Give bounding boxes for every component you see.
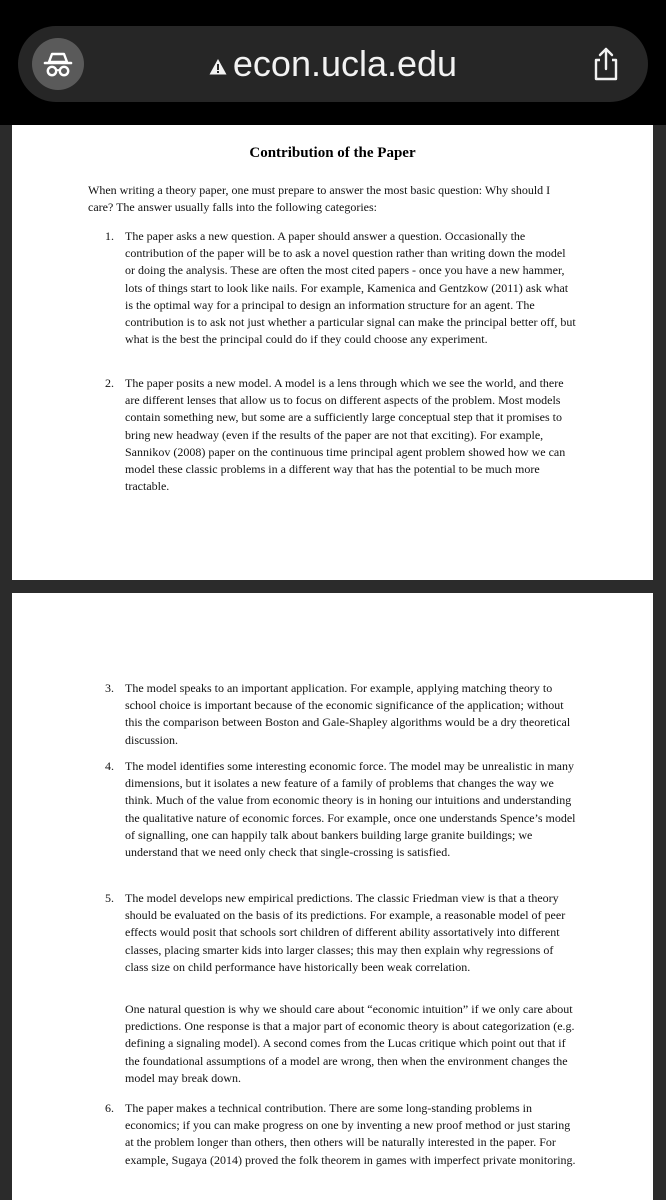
- item-number: 6.: [105, 1101, 114, 1115]
- url-display[interactable]: [18, 26, 648, 102]
- item-text: The paper asks a new question. A paper should answer a question. Occasionally the contribution of the paper will be to ask a novel question rather than writing down the model or doing the analysis. These are often the most cited papers - once you have a new hammer, lots of things start to look like nails. For example, Kamenica and Gentzkow (2011) ask what is the optimal way for a principal to design an information structure for an agent. The contribution is to ask not just whether a particular signal can make the principal better off, but what is the best the principal could do if they could choose any experiment.: [125, 229, 576, 347]
- item-text: The model develops new empirical predictions. The classic Friedman view is that a theory should be evaluated on the basis of its predictions. For example, a reasonable model of peer effects would posit that schools sort children of different ability assortatively into different classes, placing smarter kids into larger classes; this may then explain why regressions of class size on child performance have historically been weak correlation.: [125, 891, 566, 974]
- item-number: 5.: [105, 891, 114, 905]
- item-number: 4.: [105, 759, 114, 773]
- item-text: The paper makes a technical contribution. There are some long-standing problems in economics; if you can make progress on one by inventing a new proof method or just staring at the problem longer than others, then others will be naturally interested in the paper. For example, Sugaya (2014) proved the folk theorem in games with imperfect private monitoring.: [125, 1101, 576, 1167]
- document-page-1: [12, 125, 653, 580]
- intro-paragraph: When writing a theory paper, one must prepare to answer the most basic question: Why should I care? The answer usually falls into the following categories:: [88, 183, 551, 215]
- address-bar[interactable]: [18, 26, 648, 102]
- item-text: The model speaks to an important application. For example, applying matching theory to school choice is important because of the economic significance of the application; without this the comparison between Boston and Gale-Shapley algorithms would be a dry theoretical discussion.: [125, 681, 571, 747]
- browser-toolbar: [0, 0, 666, 125]
- page-title: Contribution of the Paper: [249, 145, 416, 161]
- sub-paragraph: One natural question is why we should care about “economic intuition” if we only care about predictions. One response is that a major part of economic theory is about categorization (e.g. defining a signaling model). A second comes from the Lucas critique which point out that if the foundational assumptions of a model are wrong, then when the environment changes the model may break down.: [125, 1002, 575, 1085]
- url-text: econ.ucla.edu: [232, 43, 458, 84]
- item-text: The model identifies some interesting economic force. The model may be unrealistic in many dimensions, but it isolates a new feature of a family of problems that changes the way we think. Much of the value from economic theory is in honing our intuitions and understanding the qualitative nature of economic forces. For example, once one understands Spence’s model of signalling, one can happily talk about bankers building large granite buildings; we understand that we need only check that single-crossing is satisfied.: [125, 759, 576, 860]
- share-button[interactable]: [586, 44, 626, 84]
- item-number: 3.: [105, 681, 114, 695]
- item-number: 2.: [105, 376, 114, 390]
- document-page-2: [12, 593, 653, 1200]
- share-icon: [586, 44, 626, 84]
- item-text: The paper posits a new model. A model is a lens through which we see the world, and there are different lenses that allow us to focus on different aspects of the problem. Most models contain something new, but some are a sufficiently large conceptual step that it promises to bring new headway (even if the results of the paper are not that exciting). For example, Sannikov (2008) paper on the continuous time principal agent problem showed how we can model these classic problems in a different way that has the potential to be much more tractable.: [125, 376, 566, 494]
- warning-icon: [209, 43, 227, 85]
- item-number: 1.: [105, 229, 114, 243]
